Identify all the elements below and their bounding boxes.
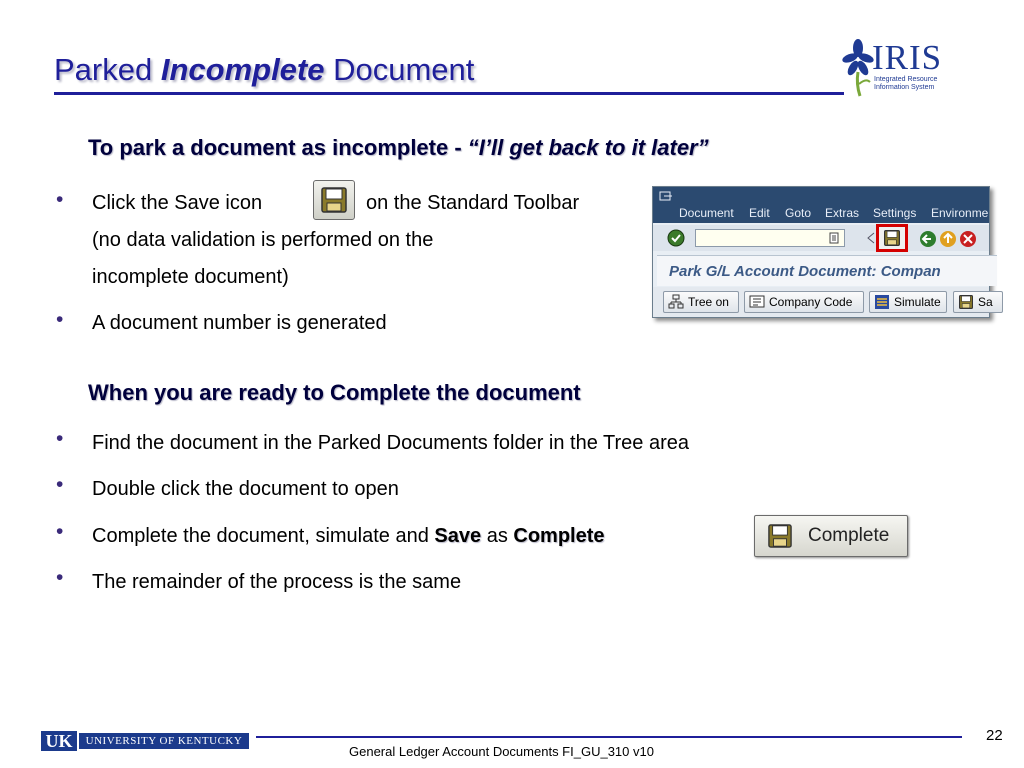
- simulate-icon: [875, 295, 889, 309]
- footer-text: General Ledger Account Documents FI_GU_310 v10: [349, 744, 654, 759]
- toolbar-arrow-icon: [867, 232, 875, 244]
- enter-check-icon[interactable]: [667, 229, 685, 247]
- complete-button-label: Complete: [808, 525, 890, 546]
- menu-goto[interactable]: Goto: [785, 206, 812, 220]
- uk-logo: [41, 731, 249, 751]
- sap-screen-title-bar: [657, 255, 997, 286]
- save-toolbar-button[interactable]: [876, 224, 908, 252]
- bullet-text: The remainder of the process is the same: [92, 571, 462, 593]
- bullet-dot: •: [56, 566, 64, 589]
- tree-on-button[interactable]: Tree on: [663, 291, 739, 313]
- floppy-disk-icon: [321, 187, 347, 213]
- bullet-dot: •: [56, 188, 64, 211]
- bullet-dot: •: [56, 427, 64, 450]
- uk-mark: UK: [41, 731, 77, 751]
- save-icon-inline: [313, 180, 355, 220]
- save-app-button[interactable]: Sa: [953, 291, 1003, 313]
- floppy-disk-icon: [959, 295, 973, 309]
- title-underline: [54, 92, 844, 95]
- bullet-dot: •: [56, 308, 64, 331]
- bullet-text: Double click the document to open: [92, 478, 399, 500]
- bullet-dot: •: [56, 473, 64, 496]
- exit-icon[interactable]: [939, 230, 957, 248]
- simulate-button[interactable]: Simulate: [869, 291, 947, 313]
- menu-environment[interactable]: Environme: [931, 206, 989, 220]
- history-icon: [830, 233, 838, 243]
- section1-heading: To park a document as incomplete - “I’ll get back to it later”: [88, 135, 709, 160]
- bullet-text-line2: (no data validation is performed on the: [92, 229, 434, 251]
- bullet-text-line3: incomplete document): [92, 266, 289, 288]
- bullet-text: Click the Save icon: [92, 192, 263, 214]
- footer-rule: [256, 736, 962, 738]
- menu-arrow-icon: [659, 191, 673, 203]
- iris-wordmark: IRIS: [872, 38, 943, 77]
- bullet-text-continued: on the Standard Toolbar: [366, 192, 580, 214]
- page-number: 22: [986, 727, 1003, 744]
- sap-screenshot: [652, 186, 993, 318]
- menu-document[interactable]: Document: [679, 206, 734, 220]
- section2-heading: When you are ready to Complete the document: [88, 380, 581, 405]
- company-code-button[interactable]: Company Code: [744, 291, 864, 313]
- menu-settings[interactable]: Settings: [873, 206, 917, 220]
- bullet-dot: •: [56, 520, 64, 543]
- university-name: UNIVERSITY OF KENTUCKY: [79, 733, 249, 749]
- cancel-icon[interactable]: [959, 230, 977, 248]
- bullet-text: Find the document in the Parked Documents folder in the Tree area: [92, 432, 690, 454]
- floppy-disk-icon: [884, 230, 900, 246]
- bullet-text: A document number is generated: [92, 312, 387, 334]
- menu-extras[interactable]: Extras: [825, 206, 860, 220]
- menu-edit[interactable]: Edit: [749, 206, 770, 220]
- flower-icon: [842, 38, 874, 98]
- complete-button[interactable]: [754, 515, 908, 557]
- back-icon[interactable]: [919, 230, 937, 248]
- bullet-text: Complete the document, simulate and Save as Complete: [92, 525, 605, 547]
- company-code-icon: [750, 295, 764, 309]
- sap-menu-bar: [653, 187, 989, 223]
- iris-tagline: Integrated Resource Information System: [874, 76, 938, 91]
- command-field[interactable]: [695, 229, 845, 247]
- sap-screen-title: Park G/L Account Document: Compan: [669, 263, 941, 280]
- iris-logo: [842, 38, 952, 98]
- tree-icon: [669, 295, 683, 309]
- floppy-disk-icon: [768, 524, 792, 548]
- slide-title: Parked Incomplete Document: [54, 52, 475, 87]
